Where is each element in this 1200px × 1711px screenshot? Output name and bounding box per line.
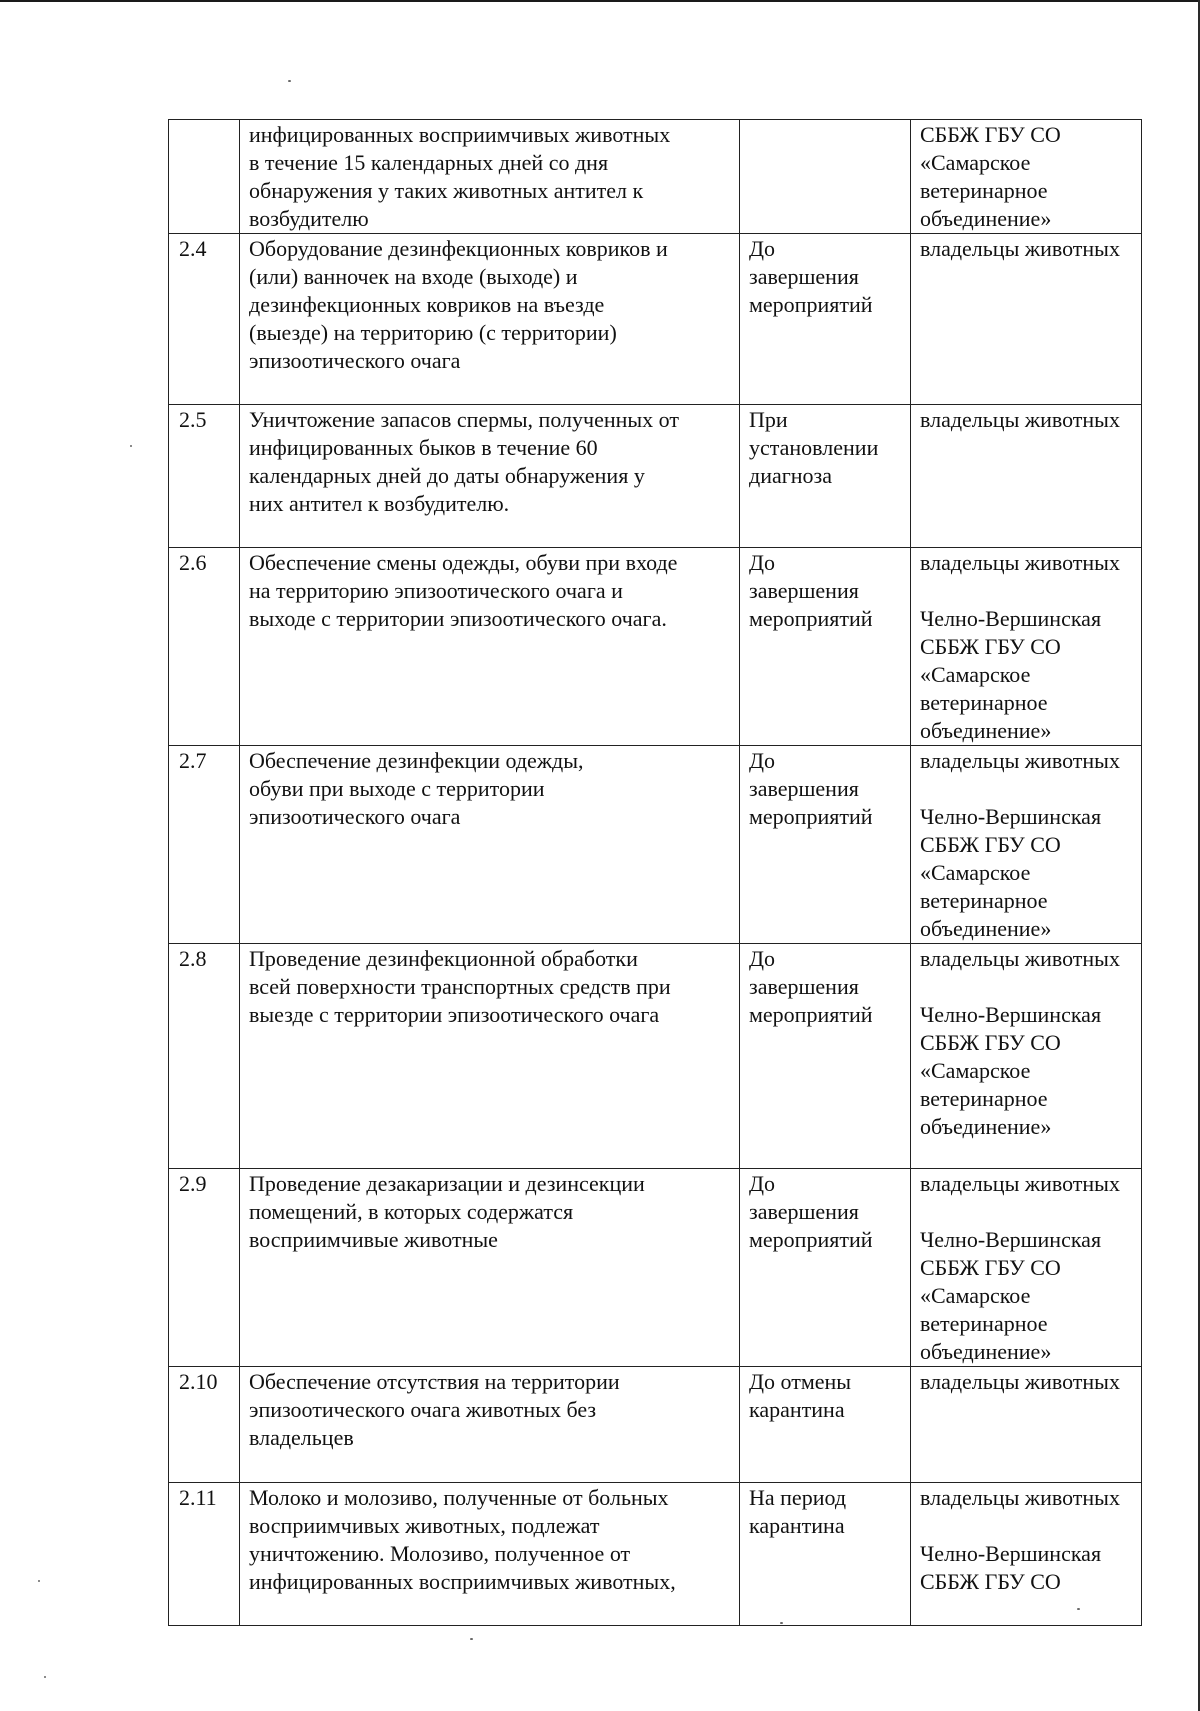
cell-text-line: них антител к возбудителю. <box>249 491 510 516</box>
table-row <box>169 1169 1142 1367</box>
measure-description-cell <box>240 1367 740 1483</box>
scan-speck <box>38 1580 40 1582</box>
cell-text-line: эпизоотического очага <box>249 804 461 829</box>
cell-text-line: Уничтожение запасов спермы, полученных от <box>249 407 679 432</box>
responsible-cell <box>911 1367 1142 1483</box>
measure-description-cell <box>240 1169 740 1367</box>
cell-text-line: инфицированных восприимчивых животных <box>249 122 671 147</box>
responsible-cell <box>911 120 1142 234</box>
scan-speck <box>288 80 291 82</box>
cell-text-line: мероприятий <box>749 292 873 317</box>
cell-text-line: ветеринарное <box>920 1311 1048 1336</box>
cell-text-line: Челно-Вершинская <box>920 804 1102 829</box>
cell-text-line: (выезде) на территорию (с территории) <box>249 320 617 345</box>
cell-text-line: Проведение дезакаризации и дезинсекции <box>249 1171 645 1196</box>
cell-text-line: диагноза <box>749 463 832 488</box>
measure-description-cell <box>240 746 740 944</box>
blank-line <box>920 973 1133 1001</box>
measure-description-cell <box>240 234 740 405</box>
cell-text-line: всей поверхности транспортных средств при <box>249 974 671 999</box>
cell-text-line: уничтожению. Молозиво, полученное от <box>249 1541 631 1566</box>
cell-text-line: Челно-Вершинская <box>920 1541 1102 1566</box>
item-number-cell: 2.8 <box>169 944 240 1169</box>
cell-text-line: мероприятий <box>749 1002 873 1027</box>
responsible-cell <box>911 405 1142 548</box>
cell-text-line: выезде с территории эпизоотического очага <box>249 1002 660 1027</box>
cell-text-line: восприимчивые животные <box>249 1227 498 1252</box>
cell-text-line: Обеспечение смены одежды, обуви при входе <box>249 550 678 575</box>
responsible-cell <box>911 1169 1142 1367</box>
blank-line <box>920 1198 1133 1226</box>
scan-speck <box>1077 1608 1080 1610</box>
cell-text-line: мероприятий <box>749 1227 873 1252</box>
cell-text-line: владельцы животных <box>920 407 1120 432</box>
cell-text-line: завершения <box>749 1199 859 1224</box>
item-number-cell: 2.7 <box>169 746 240 944</box>
measure-description-cell <box>240 120 740 234</box>
cell-text-line: (или) ванночек на входе (выходе) и <box>249 264 578 289</box>
cell-text-line: СББЖ ГБУ СО <box>920 832 1061 857</box>
cell-text-line: мероприятий <box>749 804 873 829</box>
cell-text-line: карантина <box>749 1513 845 1538</box>
cell-text-line: Проведение дезинфекционной обработки <box>249 946 638 971</box>
cell-text-line: ветеринарное <box>920 178 1048 203</box>
table-row <box>169 1367 1142 1483</box>
blank-line <box>920 775 1133 803</box>
cell-text-line: СББЖ ГБУ СО <box>920 1030 1061 1055</box>
cell-text-line: Челно-Вершинская <box>920 1002 1102 1027</box>
cell-text-line: владельцы животных <box>920 946 1120 971</box>
cell-text-line: возбудителю <box>249 206 369 231</box>
cell-text-line: Челно-Вершинская <box>920 606 1102 631</box>
measure-description-cell <box>240 944 740 1169</box>
cell-text-line: При <box>749 407 788 432</box>
scan-speck <box>130 445 132 447</box>
cell-text-line: завершения <box>749 264 859 289</box>
cell-text-line: объединение» <box>920 718 1052 743</box>
cell-text-line: Обеспечение дезинфекции одежды, <box>249 748 584 773</box>
item-number-cell: 2.10 <box>169 1367 240 1483</box>
cell-text-line: На период <box>749 1485 847 1510</box>
cell-text-line: До <box>749 748 776 773</box>
cell-text-line: До <box>749 236 776 261</box>
item-number-cell: 2.9 <box>169 1169 240 1367</box>
deadline-cell <box>740 1367 911 1483</box>
cell-text-line: Челно-Вершинская <box>920 1227 1102 1252</box>
cell-text-line: на территорию эпизоотического очага и <box>249 578 623 603</box>
item-number-cell: 2.11 <box>169 1483 240 1626</box>
cell-text-line: эпизоотического очага животных без <box>249 1397 597 1422</box>
table-row <box>169 548 1142 746</box>
cell-text-line: обуви при выходе с территории <box>249 776 545 801</box>
cell-text-line: «Самарское <box>920 1058 1031 1083</box>
scan-speck <box>470 1638 473 1640</box>
deadline-cell <box>740 944 911 1169</box>
cell-text-line: Молоко и молозиво, полученные от больных <box>249 1485 669 1510</box>
cell-text-line: «Самарское <box>920 150 1031 175</box>
responsible-cell <box>911 234 1142 405</box>
cell-text-line: обнаружения у таких животных антител к <box>249 178 644 203</box>
table-row <box>169 120 1142 234</box>
measure-description-cell <box>240 1483 740 1626</box>
cell-text-line: карантина <box>749 1397 845 1422</box>
blank-line <box>920 1512 1133 1540</box>
cell-text-line: СББЖ ГБУ СО <box>920 1569 1061 1594</box>
cell-text-line: владельцы животных <box>920 236 1120 261</box>
measures-table-body <box>169 120 1142 1626</box>
deadline-cell <box>740 234 911 405</box>
cell-text-line: ветеринарное <box>920 1086 1048 1111</box>
responsible-cell <box>911 1483 1142 1626</box>
cell-text-line: установлении <box>749 435 879 460</box>
measures-table <box>168 119 1142 1626</box>
cell-text-line: завершения <box>749 776 859 801</box>
deadline-cell <box>740 405 911 548</box>
item-number-cell <box>169 120 240 234</box>
blank-line <box>920 577 1133 605</box>
cell-text-line: владельцы животных <box>920 1369 1120 1394</box>
scan-speck <box>780 1622 783 1624</box>
cell-text-line: инфицированных восприимчивых животных, <box>249 1569 676 1594</box>
cell-text-line: календарных дней до даты обнаружения у <box>249 463 645 488</box>
cell-text-line: завершения <box>749 974 859 999</box>
cell-text-line: До <box>749 1171 776 1196</box>
table-row <box>169 746 1142 944</box>
cell-text-line: «Самарское <box>920 1283 1031 1308</box>
cell-text-line: дезинфекционных ковриков на въезде <box>249 292 605 317</box>
cell-text-line: СББЖ ГБУ СО <box>920 122 1061 147</box>
table-row <box>169 944 1142 1169</box>
responsible-cell <box>911 944 1142 1169</box>
deadline-cell <box>740 1483 911 1626</box>
cell-text-line: эпизоотического очага <box>249 348 461 373</box>
cell-text-line: объединение» <box>920 1339 1052 1364</box>
cell-text-line: Оборудование дезинфекционных ковриков и <box>249 236 668 261</box>
item-number-cell: 2.6 <box>169 548 240 746</box>
cell-text-line: СББЖ ГБУ СО <box>920 634 1061 659</box>
cell-text-line: ветеринарное <box>920 888 1048 913</box>
cell-text-line: ветеринарное <box>920 690 1048 715</box>
cell-text-line: владельцы животных <box>920 748 1120 773</box>
table-row <box>169 234 1142 405</box>
cell-text-line: «Самарское <box>920 860 1031 885</box>
scan-speck <box>44 1676 46 1678</box>
cell-text-line: завершения <box>749 578 859 603</box>
cell-text-line: владельцев <box>249 1425 354 1450</box>
cell-text-line: инфицированных быков в течение 60 <box>249 435 598 460</box>
measure-description-cell <box>240 548 740 746</box>
deadline-cell <box>740 548 911 746</box>
cell-text-line: До отмены <box>749 1369 852 1394</box>
table-row <box>169 405 1142 548</box>
cell-text-line: помещений, в которых содержатся <box>249 1199 574 1224</box>
cell-text-line: Обеспечение отсутствия на территории <box>249 1369 620 1394</box>
item-number-cell: 2.5 <box>169 405 240 548</box>
cell-text-line: владельцы животных <box>920 1485 1120 1510</box>
cell-text-line: в течение 15 календарных дней со дня <box>249 150 609 175</box>
responsible-cell <box>911 548 1142 746</box>
table-row <box>169 1483 1142 1626</box>
cell-text-line: объединение» <box>920 1114 1052 1139</box>
measure-description-cell <box>240 405 740 548</box>
cell-text-line: мероприятий <box>749 606 873 631</box>
deadline-cell <box>740 746 911 944</box>
deadline-cell <box>740 120 911 234</box>
cell-text-line: объединение» <box>920 206 1052 231</box>
cell-text-line: До <box>749 946 776 971</box>
item-number-cell: 2.4 <box>169 234 240 405</box>
cell-text-line: объединение» <box>920 916 1052 941</box>
cell-text-line: владельцы животных <box>920 550 1120 575</box>
cell-text-line: «Самарское <box>920 662 1031 687</box>
cell-text-line: восприимчивых животных, подлежат <box>249 1513 600 1538</box>
deadline-cell <box>740 1169 911 1367</box>
responsible-cell <box>911 746 1142 944</box>
cell-text-line: выходе с территории эпизоотического очага. <box>249 606 667 631</box>
cell-text-line: владельцы животных <box>920 1171 1120 1196</box>
cell-text-line: СББЖ ГБУ СО <box>920 1255 1061 1280</box>
scan-top-edge <box>0 0 1200 2</box>
cell-text-line: До <box>749 550 776 575</box>
